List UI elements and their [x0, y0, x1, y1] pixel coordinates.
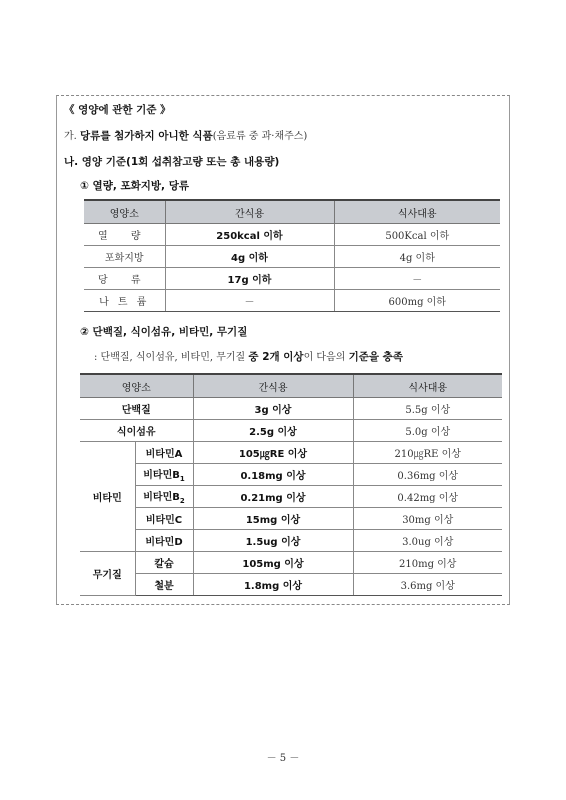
table-energy — [84, 199, 500, 312]
item-na: 나. 영양 기준(1회 섭취참고량 또는 총 내용량) — [64, 156, 280, 168]
snack-value: 4g 이하 — [165, 246, 334, 268]
header-nutrient: 영양소 — [80, 374, 193, 398]
note-text: 이 다음의 — [303, 352, 349, 363]
vitamin-name: 비타민A — [145, 449, 183, 460]
nutrient-name: 열 량 — [84, 224, 165, 246]
meal-value: 0.42mg 이상 — [353, 486, 502, 508]
meal-value: 30mg 이상 — [353, 508, 502, 530]
meal-value: 210㎍RE 이상 — [353, 442, 502, 464]
nutrient-name — [135, 508, 193, 530]
table-header-row — [80, 374, 502, 398]
meal-value: 0.36mg 이상 — [353, 464, 502, 486]
table-row — [80, 486, 502, 508]
item-ga-tail: (음료류 중 과·채주스) — [212, 131, 308, 142]
item-ga-prefix: 가. — [64, 131, 81, 142]
meal-value: － — [334, 268, 500, 290]
meal-value: 210mg 이상 — [353, 552, 502, 574]
section1-title: ① 열량, 포화지방, 당류 — [80, 180, 189, 192]
table-row — [84, 290, 500, 312]
meal-value: 3.0ug 이상 — [353, 530, 502, 552]
snack-value: 3g 이상 — [193, 398, 353, 420]
snack-value: 17g 이하 — [165, 268, 334, 290]
section-heading: 《 영양에 관한 기준 》 — [64, 104, 171, 116]
meal-value: 500Kcal 이하 — [334, 224, 500, 246]
vitamin-name: 비타민B — [143, 470, 180, 481]
nutrient-name — [135, 464, 193, 486]
table-row — [80, 574, 502, 596]
meal-value: 3.6mg 이상 — [353, 574, 502, 596]
nutrient-name — [135, 442, 193, 464]
snack-value: 15mg 이상 — [193, 508, 353, 530]
vitamin-subscript: 1 — [179, 475, 185, 483]
nutrient-name: 단백질 — [80, 398, 193, 420]
table-row — [80, 398, 502, 420]
snack-value: 0.21mg 이상 — [193, 486, 353, 508]
nutrient-name: 식이섬유 — [80, 420, 193, 442]
table-row — [80, 508, 502, 530]
note-bold: 기준을 충족 — [348, 351, 403, 363]
snack-value: 1.5ug 이상 — [193, 530, 353, 552]
nutrient-name: 나 트 륨 — [84, 290, 165, 312]
meal-value: 5.5g 이상 — [353, 398, 502, 420]
table-row — [84, 246, 500, 268]
header-meal: 식사대용 — [334, 200, 500, 224]
section2-note — [94, 348, 403, 364]
table-row — [80, 530, 502, 552]
vitamin-subscript: 2 — [179, 497, 185, 505]
snack-value: － — [165, 290, 334, 312]
snack-value: 250kcal 이하 — [165, 224, 334, 246]
header-nutrient: 영양소 — [84, 200, 165, 224]
table-row — [84, 224, 500, 246]
nutrient-name: 포화지방 — [84, 246, 165, 268]
nutrient-name — [135, 486, 193, 508]
table-row — [80, 464, 502, 486]
nutrient-name: 당 류 — [84, 268, 165, 290]
meal-value: 600mg 이하 — [334, 290, 500, 312]
table-row — [80, 552, 502, 574]
meal-value: 4g 이하 — [334, 246, 500, 268]
meal-value: 5.0g 이상 — [353, 420, 502, 442]
header-snack: 간식용 — [165, 200, 334, 224]
item-ga-bold: 당류를 첨가하지 아니한 식품 — [80, 130, 213, 142]
vitamin-name: 비타민C — [145, 515, 183, 526]
nutrient-name: 철분 — [135, 574, 193, 596]
note-text: : 단백질, 식이섬유, 비타민, 무기질 — [94, 352, 249, 363]
page-number: － 5 － — [266, 753, 300, 764]
group-mineral: 무기질 — [80, 552, 135, 596]
vitamin-name: 비타민D — [145, 537, 183, 548]
snack-value: 0.18mg 이상 — [193, 464, 353, 486]
header-snack: 간식용 — [193, 374, 353, 398]
table-header-row — [84, 200, 500, 224]
snack-value: 1.8mg 이상 — [193, 574, 353, 596]
table-nutrients — [80, 373, 502, 596]
snack-value: 2.5g 이상 — [193, 420, 353, 442]
table-row — [84, 268, 500, 290]
table-row — [80, 442, 502, 464]
nutrient-name: 칼슘 — [135, 552, 193, 574]
section2-title: ② 단백질, 식이섬유, 비타민, 무기질 — [80, 326, 248, 338]
item-ga — [64, 127, 307, 143]
note-bold: 중 2개 이상 — [248, 351, 304, 363]
table-row — [80, 420, 502, 442]
header-meal: 식사대용 — [353, 374, 502, 398]
group-vitamin: 비타민 — [80, 442, 135, 552]
snack-value: 105㎍RE 이상 — [193, 442, 353, 464]
nutrient-name — [135, 530, 193, 552]
snack-value: 105mg 이상 — [193, 552, 353, 574]
vitamin-name: 비타민B — [143, 492, 180, 503]
